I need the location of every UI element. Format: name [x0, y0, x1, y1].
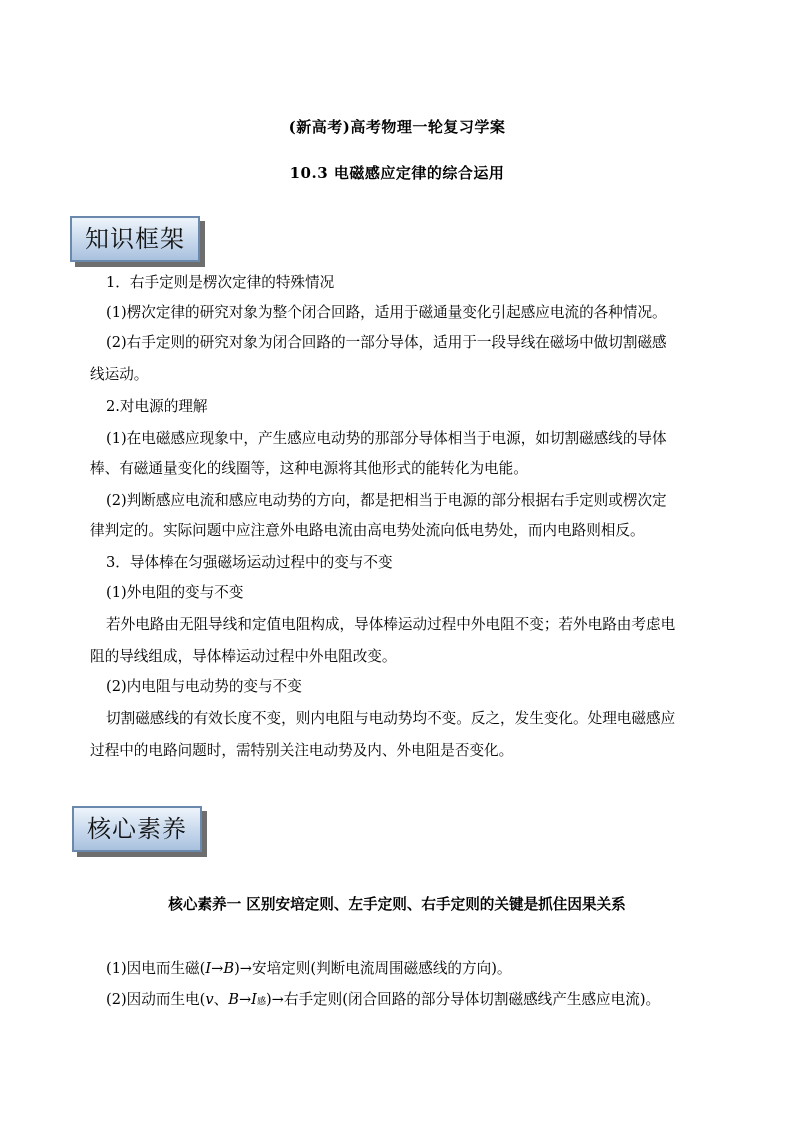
paragraph-line: 阻的导线组成，导体棒运动过程中外电阻改变。 [90, 648, 397, 665]
knowledge-framework-banner: 知识框架 [70, 216, 200, 262]
paragraph-line: 3．导体棒在匀强磁场运动过程中的变与不变 [106, 554, 393, 571]
document-title: (新高考)高考物理一轮复习学案 [288, 118, 506, 136]
paragraph-line: 2.对电源的理解 [106, 398, 208, 415]
section-title: 10.3 电磁感应定律的综合运用 [289, 164, 505, 182]
paragraph-line: 棒、有磁通量变化的线圈等，这种电源将其他形式的能转化为电能。 [90, 460, 528, 477]
paragraph-line: (1)外电阻的变与不变 [106, 584, 244, 601]
core-line-2: (2)因动而生电(v、B→I感)→右手定则(闭合回路的部分导体切割磁感线产生感应电流)。 [106, 991, 661, 1008]
paragraph-line: 过程中的电路问题时，需特别关注电动势及内、外电阻是否变化。 [90, 742, 514, 759]
paragraph-line: (2)内电阻与电动势的变与不变 [106, 678, 302, 695]
paragraph-line: (1)在电磁感应现象中，产生感应电动势的那部分导体相当于电源，如切割磁感线的导体 [106, 430, 667, 447]
paragraph-line: (1)楞次定律的研究对象为整个闭合回路，适用于磁通量变化引起感应电流的各种情况。 [106, 304, 667, 321]
paragraph-line: 若外电路由无阻导线和定值电阻构成，导体棒运动过程中外电阻不变；若外电路由考虑电 [106, 616, 676, 633]
paragraph-line: 线运动。 [90, 366, 149, 383]
core-literacy-subtitle: 核心素养一 区别安培定则、左手定则、右手定则的关键是抓住因果关系 [168, 896, 626, 913]
core-line-1: (1)因电而生磁(I→B)→安培定则(判断电流周围磁感线的方向)。 [106, 960, 512, 977]
paragraph-line: (2)判断感应电流和感应电动势的方向，都是把相当于电源的部分根据右手定则或楞次定 [106, 492, 667, 509]
paragraph-line: 1．右手定则是楞次定律的特殊情况 [106, 274, 335, 291]
paragraph-line: (2)右手定则的研究对象为闭合回路的一部分导体，适用于一段导线在磁场中做切割磁感 [106, 334, 667, 351]
core-literacy-banner: 核心素养 [72, 806, 202, 852]
paragraph-line: 切割磁感线的有效长度不变，则内电阻与电动势均不变。反之，发生变化。处理电磁感应 [106, 710, 676, 727]
paragraph-line: 律判定的。实际问题中应注意外电路电流由高电势处流向低电势处，而内电路则相反。 [90, 522, 645, 539]
